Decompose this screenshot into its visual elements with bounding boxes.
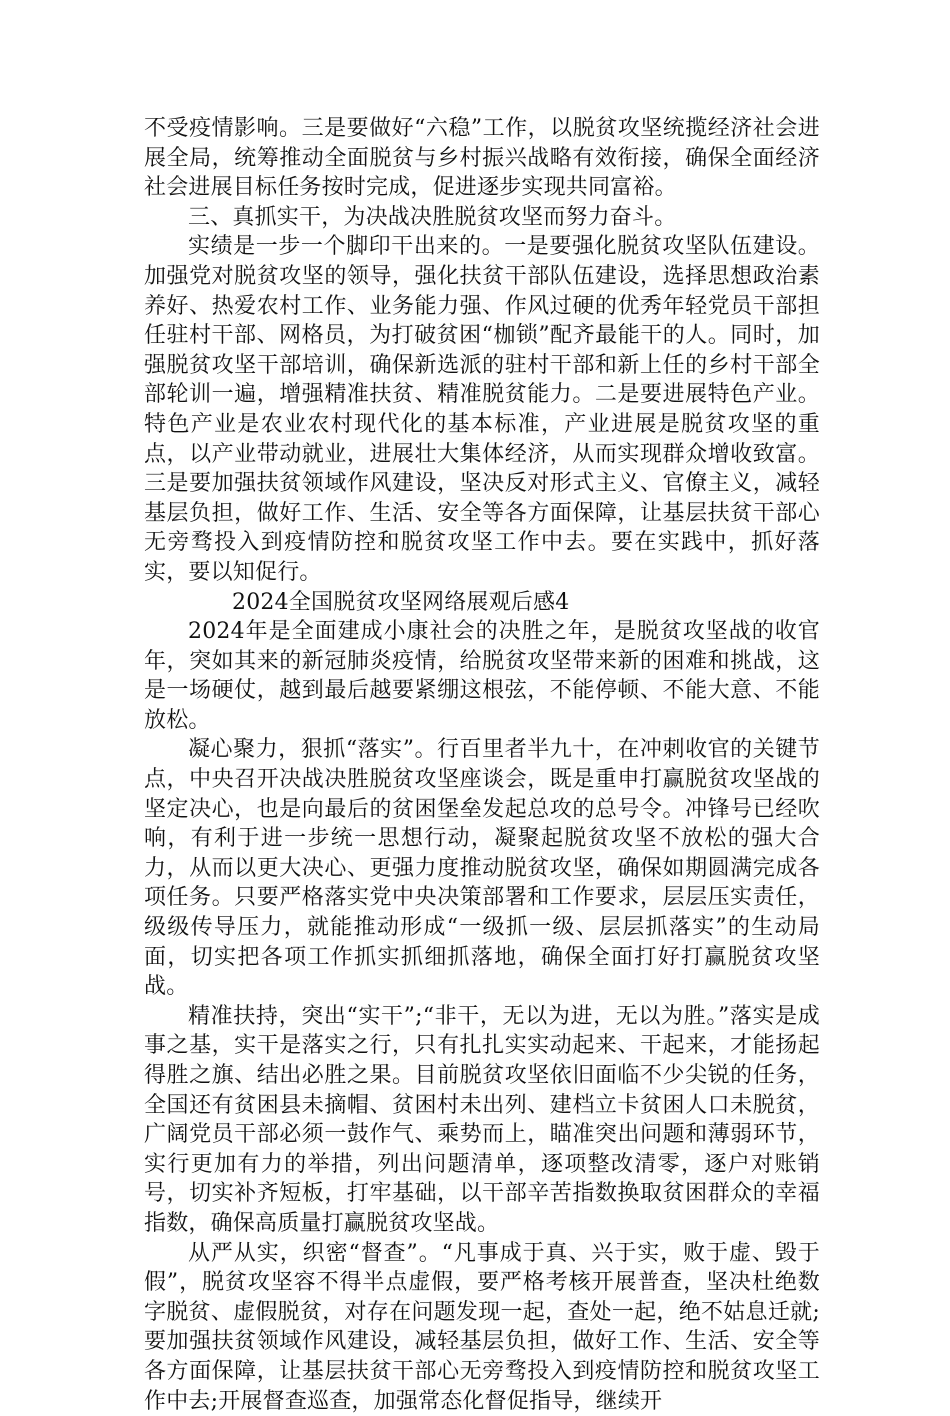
paragraph: 实绩是一步一个脚印干出来的。一是要强化脱贫攻坚队伍建设。加强党对脱贫攻坚的领导，强化扶贫干部队伍建设，选择思想政治素养好、热爱农村工作、业务能力强、作风过硬的优秀年轻党员干部担任驻村干部、网格员，为打破贫困“枷锁”配齐最能干的人。同时，加强脱贫攻坚干部培训，确保新选派的驻村干部和新上任的乡村干部全部轮训一遍，增强精准扶贫、精准脱贫能力。二是要进展特色产业。特色产业是农业农村现代化的基本标准，产业进展是脱贫攻坚的重点，以产业带动就业，进展壮大集体经济，从而实现群众增收致富。三是要加强扶贫领域作风建设，坚决反对形式主义、官僚主义，减轻基层负担，做好工作、生活、安全等各方面保障，让基层扶贫干部心无旁骛投入到疫情防控和脱贫攻坚工作中去。要在实践中，抓好落实，要以知促行。: [144, 234, 820, 585]
paragraph: 精准扶持，突出“实干”;“非干，无以为进，无以为胜。”落实是成事之基，实干是落实之行，只有扎扎实实动起来、干起来，才能扬起得胜之旗、结出必胜之果。目前脱贫攻坚依旧面临不少尖锐的任务，全国还有贫困县未摘帽、贫困村未出列、建档立卡贫困人口未脱贫，广阔党员干部必须一鼓作气、乘势而上，瞄准突出问题和薄弱环节，实行更加有力的举措，列出问题清单，逐项整改清零，逐户对账销号，切实补齐短板，打牢基础，以干部辛苦指数换取贫困群众的幸福指数，确保高质量打赢脱贫攻坚战。: [144, 1003, 820, 1236]
document-body: [144, 114, 820, 1416]
article-title: 2024全国脱贫攻坚网络展观后感4: [232, 589, 570, 615]
paragraph-continuation: 不受疫情影响。三是要做好“六稳”工作，以脱贫攻坚统揽经济社会进展全局，统筹推动全面脱贫与乡村振兴战略有效衔接，确保全面经济社会进展目标任务按时完成，促进逐步实现共同富裕。: [144, 116, 820, 201]
paragraph: 2024年是全面建成小康社会的决胜之年，是脱贫攻坚战的收官年，突如其来的新冠肺炎疫情，给脱贫攻坚带来新的困难和挑战，这是一场硬仗，越到最后越要紧绷这根弦，不能停顿、不能大意、不能放松。: [144, 619, 820, 733]
paragraph: 从严从实，织密“督查”。“凡事成于真、兴于实，败于虚、毁于假”，脱贫攻坚容不得半点虚假，要严格考核开展普查，坚决杜绝数字脱贫、虚假脱贫，对存在问题发现一起，查处一起，绝不姑息迁就;要加强扶贫领域作风建设，减轻基层负担，做好工作、生活、安全等各方面保障，让基层扶贫干部心无旁骛投入到疫情防控和脱贫攻坚工作中去;开展督查巡查，加强常态化督促指导，继续开: [144, 1240, 820, 1414]
paragraph: 凝心聚力，狠抓“落实”。行百里者半九十，在冲刺收官的关键节点，中央召开决战决胜脱贫攻坚座谈会，既是重申打赢脱贫攻坚战的坚定决心，也是向最后的贫困堡垒发起总攻的总号令。冲锋号已经吹响，有利于进一步统一思想行动，凝聚起脱贫攻坚不放松的强大合力，从而以更大决心、更强力度推动脱贫攻坚，确保如期圆满完成各项任务。只要严格落实党中央决策部署和工作要求，层层压实责任，级级传导压力，就能推动形成“一级抓一级、层层抓落实”的生动局面，切实把各项工作抓实抓细抓落地，确保全面打好打赢脱贫攻坚战。: [144, 737, 820, 1000]
section-heading: 三、真抓实干，为决战决胜脱贫攻坚而努力奋斗。: [188, 204, 677, 230]
